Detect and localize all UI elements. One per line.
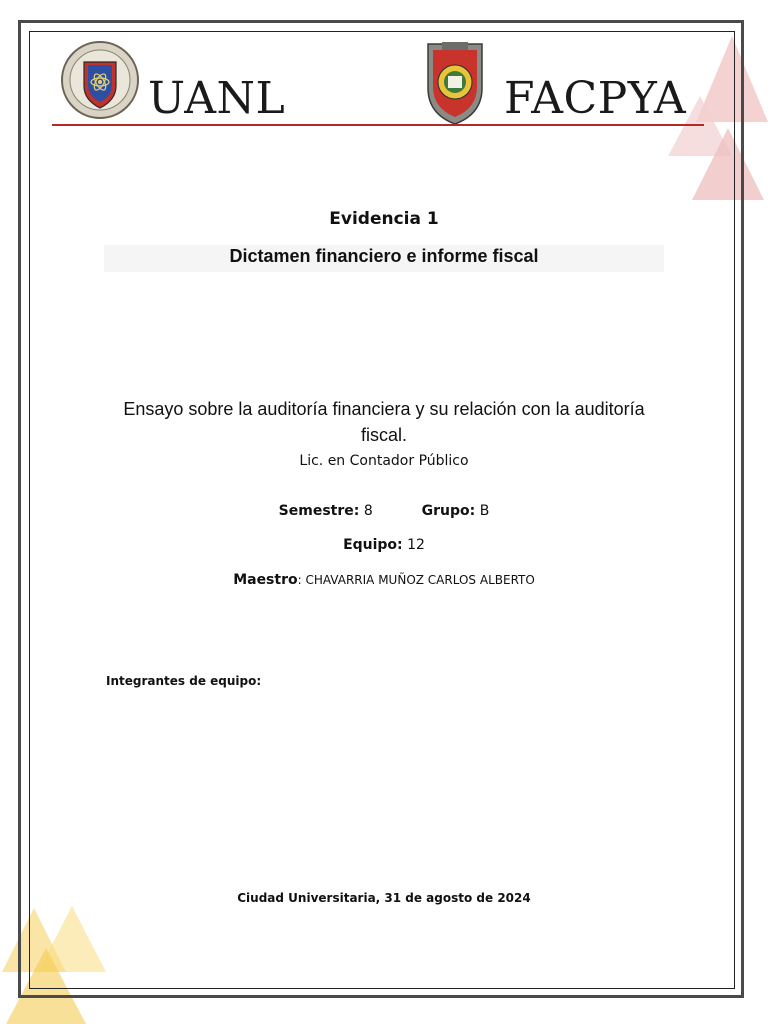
teacher-value: : CHAVARRIA MUÑOZ CARLOS ALBERTO	[297, 573, 535, 587]
team-line	[0, 537, 768, 553]
career-name: Lic. en Contador Público	[299, 453, 469, 469]
semester-group-line	[0, 503, 768, 519]
group-value: B	[479, 503, 490, 519]
group-label: Grupo:	[421, 503, 476, 519]
uanl-wordmark: UANL	[148, 73, 286, 124]
team-members-label: Integrantes de equipo:	[106, 674, 262, 688]
facpya-wordmark: FACPYA	[504, 73, 687, 124]
evidence-title: Evidencia 1	[329, 209, 439, 229]
team-label: Equipo:	[343, 537, 403, 553]
teacher-line	[0, 572, 768, 588]
team-value: 12	[407, 537, 425, 553]
document-subtitle: Dictamen financiero e informe fiscal	[229, 246, 539, 266]
semester-value: 8	[363, 503, 373, 519]
essay-title: Ensayo sobre la auditoría financiera y su relación con la auditoría fiscal.	[123, 399, 645, 445]
place-and-date: Ciudad Universitaria, 31 de agosto de 2024	[237, 891, 531, 905]
header-red-rule	[52, 124, 704, 126]
facpya-shield-logo	[424, 38, 486, 126]
uanl-seal-logo	[60, 38, 140, 122]
semester-label: Semestre:	[278, 503, 360, 519]
teacher-label: Maestro	[233, 572, 298, 588]
